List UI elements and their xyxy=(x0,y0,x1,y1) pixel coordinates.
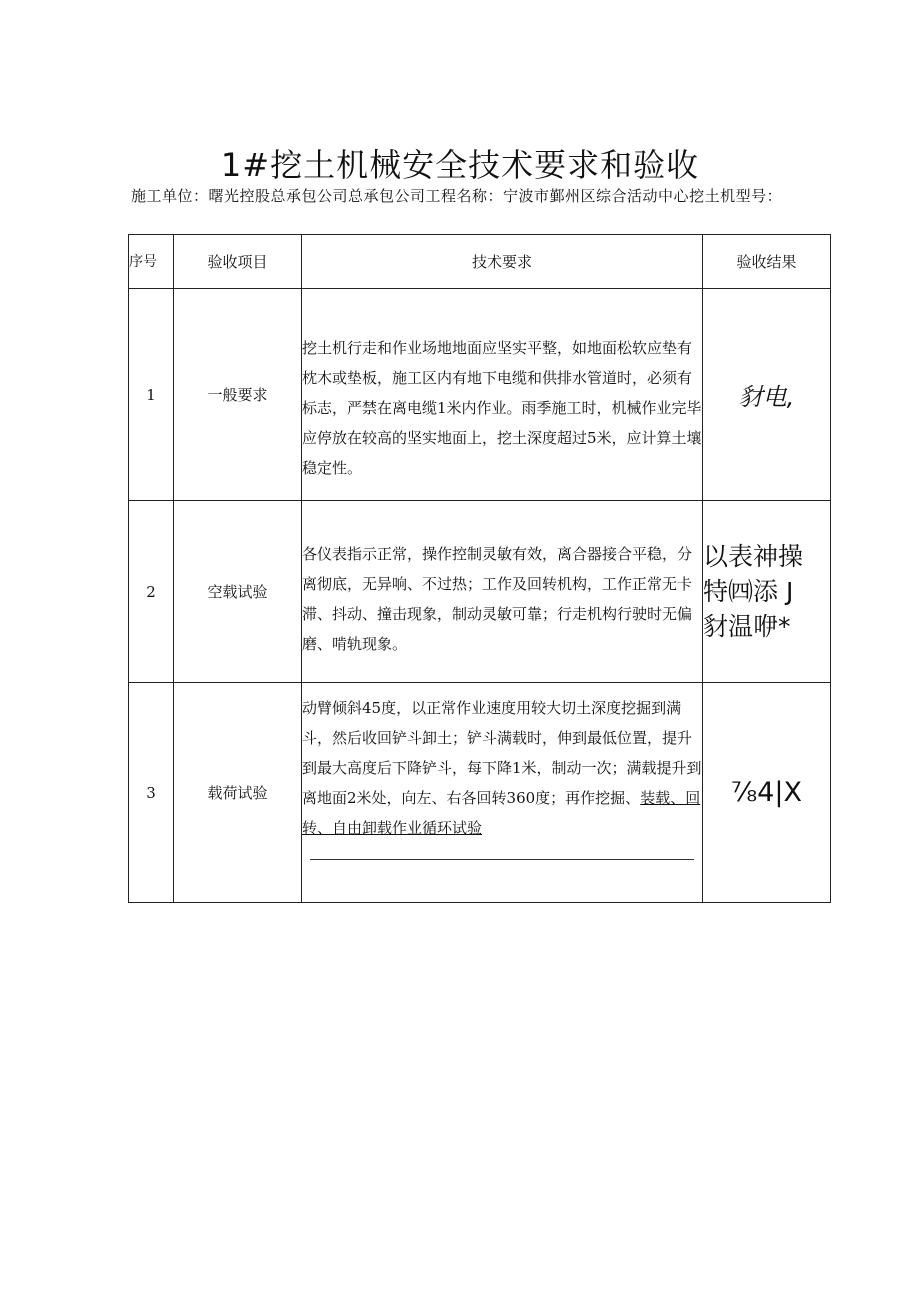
requirement-text: 动臂倾斜45度，以正常作业速度用较大切土深度挖掘到满斗，然后收回铲斗卸土；铲斗满载时，伸到最低位置，提升到最大高度后下降铲斗，每下降1米，制动一次；满载提升到离地面2米处，向左、右各回转360度；再作挖掘、 xyxy=(302,699,702,807)
document-header-info xyxy=(131,185,821,207)
row-requirement: 各仪表指示正常，操作控制灵敏有效，离合器接合平稳，分离彻底，无异响、不过热；工作及回转机构，工作正常无卡滞、抖动、撞击现象，制动灵敏可靠；行走机构行驶时无偏磨、啃轨现象。 xyxy=(302,501,703,683)
header-seq: 序号 xyxy=(129,235,174,289)
row-item: 一般要求 xyxy=(174,289,302,501)
row-requirement: 挖土机行走和作业场地地面应坚实平整，如地面松软应垫有枕木或垫板，施工区内有地下电缆和供排水管道时，必须有标志，严禁在离电缆1米内作业。雨季施工时，机械作业完毕应停放在较高的坚实地面上，挖土深度超过5米，应计算土壤稳定性。 xyxy=(302,289,703,501)
model-label: 挖土机型号： xyxy=(689,187,783,205)
row-result-handwriting xyxy=(703,501,831,683)
unit-value: 曙光控股总承包公司总承包公司 xyxy=(208,187,426,205)
row-result-handwriting: ⅞4|X xyxy=(703,683,831,903)
header-requirement: 技术要求 xyxy=(302,235,703,289)
row-requirement xyxy=(302,683,703,903)
header-item: 验收项目 xyxy=(174,235,302,289)
row-seq: 2 xyxy=(129,501,174,683)
row-item: 空载试验 xyxy=(174,501,302,683)
table-row xyxy=(129,289,831,501)
row-item: 载荷试验 xyxy=(174,683,302,903)
table-header-row xyxy=(129,235,831,289)
row-seq: 3 xyxy=(129,683,174,903)
table-row xyxy=(129,501,831,683)
result-line: 豺温咿* xyxy=(703,612,791,641)
row-seq: 1 xyxy=(129,289,174,501)
row-result-handwriting: 豺电, xyxy=(703,289,831,501)
result-line: 特㈣添 J xyxy=(703,577,794,606)
header-result: 验收结果 xyxy=(703,235,831,289)
table-row xyxy=(129,683,831,903)
blank-underline xyxy=(310,859,694,860)
project-label: 工程名称： xyxy=(425,187,504,205)
requirement-underlined-text: 装载、回转、自由卸载作业循环试验 xyxy=(302,789,701,837)
page-title: 1#挖土机械安全技术要求和验收 xyxy=(220,146,700,184)
result-line: 以表神操 xyxy=(703,542,804,571)
unit-label: 施工单位： xyxy=(131,187,209,205)
project-value: 宁波市鄞州区综合活动中心 xyxy=(503,187,690,205)
acceptance-table xyxy=(128,234,831,903)
